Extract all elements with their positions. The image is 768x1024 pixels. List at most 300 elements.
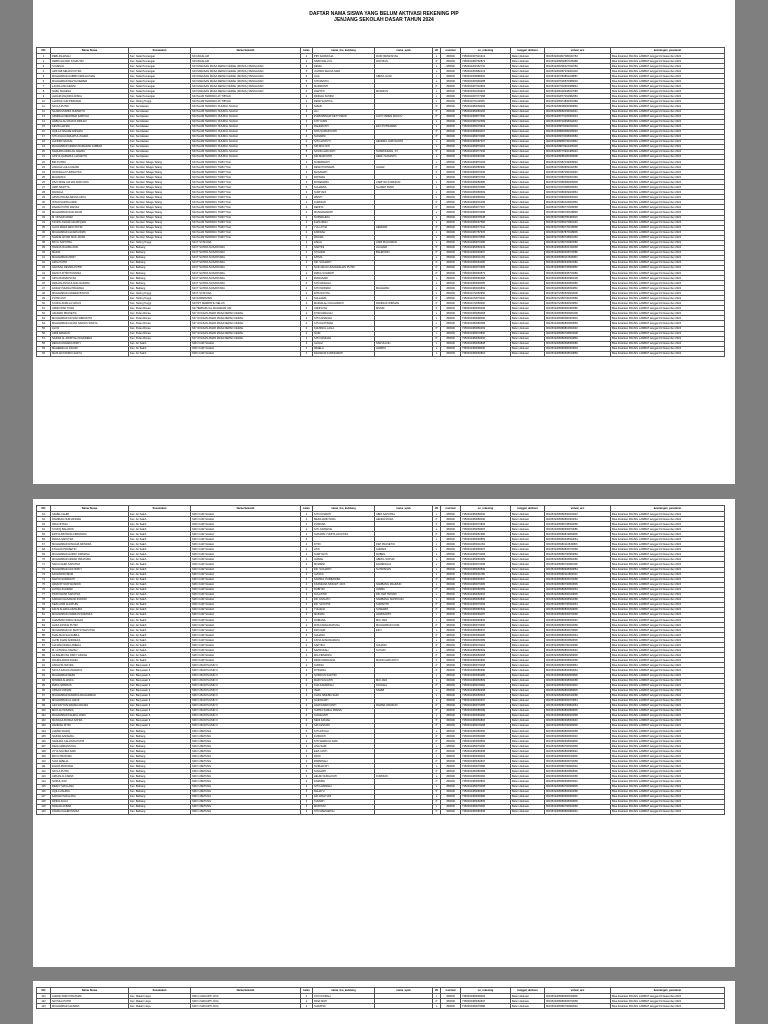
- cell-kelas: 3: [301, 119, 313, 124]
- cell-nama-sekolah: SDN 3 AIR SALEH: [191, 623, 301, 628]
- cell-virtual-acc: 9010519368380606970864: [545, 698, 611, 703]
- cell-kelas: 2: [301, 708, 313, 713]
- cell-nominal: 450000: [441, 572, 461, 577]
- cell-nama-ibu: YULI AYNA: [313, 225, 375, 230]
- cell-kelas: 4: [301, 572, 313, 577]
- cell-kelas: 4: [301, 653, 313, 658]
- cell-tanggal-aktivasi: Belum Aktivasi: [511, 698, 545, 703]
- cell-kecamatan: Kec. Selat Pemangan: [129, 74, 191, 79]
- cell-nama-siswa: AKHMAD PRASETIA: [51, 311, 129, 316]
- cell-kecamatan: Kec. Belitang: [129, 734, 191, 739]
- cell-no-rekening: 7350002380079086: [461, 764, 511, 769]
- cell-no: 2: [37, 59, 51, 64]
- column-header-nama-sekolah: Nama Sekolah: [191, 506, 301, 512]
- cell-kecamatan: Kec. Banyuasin II: [129, 708, 191, 713]
- cell-no-rekening: 7350002380078048: [461, 215, 511, 220]
- cell-kelas: 3: [301, 129, 313, 134]
- cell-keterangan: Bisa dicairkan PALING LAMBAT tanggal 31 Desember 2024: [611, 592, 725, 597]
- cell-nama-sekolah: SDN 1 BETUNG: [191, 764, 301, 769]
- cell-kelas: 3: [301, 799, 313, 804]
- cell-jk: P: [433, 114, 441, 119]
- cell-no-rekening: 7350002380083180: [461, 154, 511, 159]
- cell-nama-ayah: MUI JADI: [375, 617, 433, 622]
- cell-no: 49: [37, 296, 51, 301]
- cell-tanggal-aktivasi: Belum Aktivasi: [511, 311, 545, 316]
- cell-kecamatan: Kec. Air Saleh: [129, 572, 191, 577]
- document-title-block: [33, 0, 735, 47]
- cell-no: 77: [37, 592, 51, 597]
- cell-nominal: 450000: [441, 809, 461, 814]
- cell-virtual-acc: 9010519364847086044784: [545, 54, 611, 59]
- cell-kecamatan: Kec. Tebing Tinggi: [129, 301, 191, 306]
- cell-keterangan: Bisa dicairkan PALING LAMBAT tanggal 31 Desember 2024: [611, 159, 725, 164]
- cell-jk: P: [433, 759, 441, 764]
- cell-no: 104: [37, 729, 51, 734]
- cell-jk: L: [433, 346, 441, 351]
- cell-jk: P: [433, 250, 441, 255]
- cell-nama-sekolah: SD ISLAM TERPADU AT-TIBYAN: [191, 94, 301, 99]
- cell-kelas: 4: [301, 346, 313, 351]
- cell-no: 74: [37, 577, 51, 582]
- cell-nama-siswa: ARSYAB SELVIA PUTRA: [51, 69, 129, 74]
- cell-keterangan: Bisa dicairkan PALING LAMBAT tanggal 31 Desember 2024: [611, 713, 725, 718]
- document-subtitle: JENJANG SEKOLAH DASAR TAHUN 2024: [334, 17, 434, 23]
- cell-keterangan: Bisa dicairkan PALING LAMBAT tanggal 31 Desember 2024: [611, 749, 725, 754]
- cell-nama-siswa: FEBRI ALFIANI SYAPUTRI: [51, 59, 129, 64]
- cell-tanggal-aktivasi: Belum Aktivasi: [511, 799, 545, 804]
- cell-kelas: 4: [301, 658, 313, 663]
- cell-kecamatan: Kec. Belitang: [129, 809, 191, 814]
- cell-kecamatan: Kec. Air Saleh: [129, 532, 191, 537]
- cell-kelas: 2: [301, 999, 313, 1004]
- cell-kecamatan: Kec. Air Saleh: [129, 522, 191, 527]
- cell-nama-sekolah: SD IT SATRIA NUSANTARA: [191, 276, 301, 281]
- cell-kelas: 2: [301, 688, 313, 693]
- column-header-nama-ayah: nama_ayah: [375, 506, 433, 512]
- cell-jk: L: [433, 638, 441, 643]
- cell-nominal: 450000: [441, 210, 461, 215]
- cell-nama-siswa: HIDAYAT NUR WASIDIN: [51, 582, 129, 587]
- cell-keterangan: Bisa dicairkan PALING LAMBAT tanggal 31 Desember 2024: [611, 154, 725, 159]
- cell-nama-siswa: MAIS ADJI RIZKA SAKYA: [51, 351, 129, 356]
- cell-nama-ibu: IWAELA: [313, 346, 375, 351]
- cell-no: 113: [37, 774, 51, 779]
- cell-nominal: 450000: [441, 794, 461, 799]
- cell-nama-siswa: ARKAN AL FARIZI: [51, 774, 129, 779]
- cell-kecamatan: Kec. Air Saleh: [129, 638, 191, 643]
- cell-nama-sekolah: SDN 1 BETUNG: [191, 739, 301, 744]
- cell-nama-ayah: ANRIYAN KURNIASI: [375, 180, 433, 185]
- cell-keterangan: Bisa dicairkan PALING LAMBAT tanggal 31 Desember 2024: [611, 999, 725, 1004]
- cell-no: 11: [37, 104, 51, 109]
- cell-nama-siswa: MUHAMMAD REVYA DEWER: [51, 79, 129, 84]
- cell-keterangan: Bisa dicairkan PALING LAMBAT tanggal 31 Desember 2024: [611, 94, 725, 99]
- cell-nama-sekolah: SDN 3 AIR SALEH: [191, 532, 301, 537]
- cell-no-rekening: 7350002380079068: [461, 723, 511, 728]
- cell-nama-ibu: NIZAR: [313, 104, 375, 109]
- cell-kelas: 3: [301, 739, 313, 744]
- cell-tanggal-aktivasi: Belum Aktivasi: [511, 517, 545, 522]
- cell-keterangan: Bisa dicairkan PALING LAMBAT tanggal 31 Desember 2024: [611, 144, 725, 149]
- cell-nominal: 450000: [441, 316, 461, 321]
- cell-nama-ibu: RITA NOVITA: [313, 291, 375, 296]
- cell-tanggal-aktivasi: Belum Aktivasi: [511, 744, 545, 749]
- cell-virtual-acc: 9010519368380790860064: [545, 703, 611, 708]
- cell-tanggal-aktivasi: Belum Aktivasi: [511, 693, 545, 698]
- cell-no: 22: [37, 159, 51, 164]
- cell-no: 102: [37, 718, 51, 723]
- cell-kelas: 2: [301, 215, 313, 220]
- cell-no: 65: [37, 532, 51, 537]
- cell-virtual-acc: 9010519368380806070068: [545, 547, 611, 552]
- cell-nominal: 450000: [441, 195, 461, 200]
- cell-jk: P: [433, 587, 441, 592]
- cell-virtual-acc: 9010519368008060080860: [545, 104, 611, 109]
- cell-nama-ibu: RUBIANA: [313, 617, 375, 622]
- cell-kecamatan: Kec. Belitang: [129, 749, 191, 754]
- cell-nama-ibu: DEWA: [313, 64, 375, 69]
- cell-virtual-acc: 9010519368380608640869: [545, 351, 611, 356]
- column-header-nama-ayah: nama_ayah: [375, 48, 433, 54]
- cell-nama-ibu: PIPI SARIDOHA: [313, 54, 375, 59]
- cell-nama-siswa: AYYA NOVIRA SARI: [51, 749, 129, 754]
- cell-kecamatan: Kec. Sumber Sibagu Telang: [129, 159, 191, 164]
- cell-nominal: 450000: [441, 170, 461, 175]
- cell-keterangan: Bisa dicairkan PALING LAMBAT tanggal 31 Desember 2024: [611, 200, 725, 205]
- cell-kecamatan: Kec. Air Saleh: [129, 557, 191, 562]
- cell-tanggal-aktivasi: Belum Aktivasi: [511, 607, 545, 612]
- cell-no: 86: [37, 638, 51, 643]
- cell-nama-siswa: AZKA PUTRI: [51, 260, 129, 265]
- cell-keterangan: Bisa dicairkan PALING LAMBAT tanggal 31 Desember 2024: [611, 683, 725, 688]
- cell-nama-sekolah: SD IT SATRIA NUSANTARA: [191, 255, 301, 260]
- cell-nama-siswa: NAJWA MUMINI NUMANTO: [51, 109, 129, 114]
- cell-tanggal-aktivasi: Belum Aktivasi: [511, 114, 545, 119]
- cell-kecamatan: Kec. Air Saleh: [129, 658, 191, 663]
- cell-kecamatan: Kec. Sumber Sibagu Telang: [129, 195, 191, 200]
- cell-nama-siswa: ERSYA BINTANG FIRMANDA: [51, 532, 129, 537]
- cell-kecamatan: Kec. Air Saleh: [129, 653, 191, 658]
- cell-keterangan: Bisa dicairkan PALING LAMBAT tanggal 31 Desember 2024: [611, 149, 725, 154]
- cell-virtual-acc: 9010519368380790600068: [545, 804, 611, 809]
- cell-kelas: 2: [301, 250, 313, 255]
- column-header-nama-siswa: Nama Siswa: [51, 506, 129, 512]
- column-header-nama-sekolah: Nama Sekolah: [191, 48, 301, 54]
- cell-nama-ayah: SUTRISNAN: [375, 567, 433, 572]
- cell-nominal: 450000: [441, 744, 461, 749]
- cell-keterangan: Bisa dicairkan PALING LAMBAT tanggal 31 Desember 2024: [611, 759, 725, 764]
- cell-kecamatan: Kec. Sumber Sibagu Telang: [129, 210, 191, 215]
- cell-tanggal-aktivasi: Belum Aktivasi: [511, 789, 545, 794]
- cell-nama-sekolah: SDN 1 BANYUASIN II: [191, 688, 301, 693]
- cell-virtual-acc: 9010519370380164004860: [545, 200, 611, 205]
- cell-nominal: 450000: [441, 286, 461, 291]
- cell-kelas: 2: [301, 311, 313, 316]
- cell-kelas: 3: [301, 165, 313, 170]
- cell-kecamatan: Kec. Belitang: [129, 774, 191, 779]
- cell-nominal: 450000: [441, 658, 461, 663]
- cell-no: 106: [37, 739, 51, 744]
- cell-tanggal-aktivasi: Belum Aktivasi: [511, 124, 545, 129]
- cell-no-rekening: 7350002380068090: [461, 346, 511, 351]
- cell-jk: P: [433, 296, 441, 301]
- cell-kelas: 4: [301, 512, 313, 517]
- cell-tanggal-aktivasi: Belum Aktivasi: [511, 597, 545, 602]
- cell-no: 39: [37, 245, 51, 250]
- cell-tanggal-aktivasi: Belum Aktivasi: [511, 542, 545, 547]
- cell-kecamatan: Kec. Air Saleh: [129, 346, 191, 351]
- cell-kecamatan: Kec. Banyuasin II: [129, 673, 191, 678]
- cell-no-rekening: 7350002380080469: [461, 326, 511, 331]
- cell-no: 33: [37, 215, 51, 220]
- cell-no-rekening: 7350002380069060: [461, 336, 511, 341]
- cell-nama-sekolah: SDN 1 BANYUASIN II: [191, 718, 301, 723]
- cell-tanggal-aktivasi: Belum Aktivasi: [511, 673, 545, 678]
- cell-virtual-acc: 9010519368380790680406: [545, 562, 611, 567]
- cell-nama-ibu: ALIA: [313, 74, 375, 79]
- cell-no: 4: [37, 69, 51, 74]
- cell-kecamatan: Kec. Air Saleh: [129, 512, 191, 517]
- cell-nominal: 450000: [441, 567, 461, 572]
- cell-tanggal-aktivasi: Belum Aktivasi: [511, 260, 545, 265]
- cell-no: 109: [37, 754, 51, 759]
- cell-kecamatan: Kec. Banyuasin II: [129, 683, 191, 688]
- cell-tanggal-aktivasi: Belum Aktivasi: [511, 89, 545, 94]
- cell-tanggal-aktivasi: Belum Aktivasi: [511, 104, 545, 109]
- cell-jk: L: [433, 527, 441, 532]
- cell-kecamatan: Kec. Sumber Sibagu Telang: [129, 180, 191, 185]
- cell-virtual-acc: 9010519370380790648848: [545, 210, 611, 215]
- cell-kecamatan: Kec. Banyuasin II: [129, 688, 191, 693]
- cell-jk: P: [433, 663, 441, 668]
- cell-nominal: 450000: [441, 165, 461, 170]
- cell-virtual-acc: 9010519368380506430068: [545, 245, 611, 250]
- cell-no-rekening: 7350002380060869: [461, 537, 511, 542]
- cell-jk: L: [433, 64, 441, 69]
- cell-nominal: 450000: [441, 713, 461, 718]
- cell-jk: P: [433, 532, 441, 537]
- cell-nominal: 450000: [441, 633, 461, 638]
- cell-nama-sekolah: SDN 3 AIR SALEH: [191, 562, 301, 567]
- cell-kelas: 3: [301, 784, 313, 789]
- cell-keterangan: Bisa dicairkan PALING LAMBAT tanggal 31 Desember 2024: [611, 195, 725, 200]
- cell-virtual-acc: 9010519368380790600068: [545, 744, 611, 749]
- student-table-page-2: [36, 505, 725, 815]
- cell-nama-siswa: BRI PUTRA: [51, 159, 129, 164]
- cell-nama-sekolah: SDN 3 AIR SALEH: [191, 643, 301, 648]
- cell-nominal: 450000: [441, 139, 461, 144]
- column-header-jk: JK: [433, 988, 441, 994]
- cell-nominal: 450000: [441, 643, 461, 648]
- cell-tanggal-aktivasi: Belum Aktivasi: [511, 764, 545, 769]
- cell-virtual-acc: 9010519367032803088843: [545, 84, 611, 89]
- cell-jk: P: [433, 306, 441, 311]
- cell-tanggal-aktivasi: Belum Aktivasi: [511, 713, 545, 718]
- cell-nominal: 450000: [441, 104, 461, 109]
- cell-nama-siswa: FAIFAZ ISKANA PRADANA: [51, 286, 129, 291]
- cell-virtual-acc: 9010519368380630800680: [545, 260, 611, 265]
- cell-nominal: 450000: [441, 779, 461, 784]
- cell-kecamatan: Kec. Sumber Sibagu Telang: [129, 230, 191, 235]
- cell-no-rekening: 7350002380016495: [461, 200, 511, 205]
- cell-nama-siswa: DIVO MIKE ALFIAN ANRIYANS: [51, 180, 129, 185]
- cell-jk: L: [433, 582, 441, 587]
- cell-keterangan: Bisa dicairkan PALING LAMBAT tanggal 31 Desember 2024: [611, 739, 725, 744]
- cell-nama-ibu: SITI WARDAH SARI: [313, 739, 375, 744]
- cell-nama-siswa: PUTRI ASIY: [51, 296, 129, 301]
- cell-virtual-acc: 9010519368380800890064: [545, 587, 611, 592]
- cell-nama-siswa: SYAMSUL: [51, 64, 129, 69]
- cell-jk: L: [433, 139, 441, 144]
- cell-virtual-acc: 9010519368870090030404: [545, 124, 611, 129]
- cell-virtual-acc: 9010519370380708900460: [545, 235, 611, 240]
- cell-no: 72: [37, 567, 51, 572]
- cell-no: 87: [37, 643, 51, 648]
- cell-nama-siswa: DAMIRAH NURJAFRIAH: [51, 517, 129, 522]
- cell-kelas: 3: [301, 64, 313, 69]
- cell-nama-sekolah: SD TERPADU AL MUHARAM ILM: [191, 306, 301, 311]
- cell-nama-ayah: DWI PRASETIO: [375, 542, 433, 547]
- cell-tanggal-aktivasi: Belum Aktivasi: [511, 547, 545, 552]
- cell-nama-sekolah: SDN 1 BANYUASIN II: [191, 698, 301, 703]
- cell-keterangan: Bisa dicairkan PALING LAMBAT tanggal 31 Desember 2024: [611, 582, 725, 587]
- cell-virtual-acc: 9010519368380698080680: [545, 341, 611, 346]
- cell-virtual-acc: 9010519368380690800064: [545, 633, 611, 638]
- cell-no-rekening: 7350002380070890: [461, 331, 511, 336]
- cell-no: 51: [37, 306, 51, 311]
- cell-no-rekening: 7350002380870784: [461, 175, 511, 180]
- cell-nominal: 450000: [441, 119, 461, 124]
- cell-jk: L: [433, 351, 441, 356]
- cell-nama-sekolah: SDN 1 BETUNG: [191, 794, 301, 799]
- cell-no-rekening: 7350002389752873: [461, 59, 511, 64]
- cell-virtual-acc: 9010519368380796890866: [545, 265, 611, 270]
- cell-nama-ibu: MARDIANTI: [313, 84, 375, 89]
- cell-nama-sekolah: SD ISLAM TERPADU TILBIYYAH: [191, 175, 301, 180]
- cell-kecamatan: Kec. Sumber Sibagu Telang: [129, 225, 191, 230]
- cell-nama-sekolah: SD IT SYAFUNA: [191, 240, 301, 245]
- cell-no: 1: [37, 54, 51, 59]
- cell-nama-ibu: NENI ZAKIAH: [313, 718, 375, 723]
- cell-jk: L: [433, 286, 441, 291]
- cell-no: 6: [37, 79, 51, 84]
- cell-kelas: 4: [301, 592, 313, 597]
- cell-keterangan: Bisa dicairkan PALING LAMBAT tanggal 31 Desember 2024: [611, 311, 725, 316]
- cell-nama-sekolah: SD ISLAM TERPADU NUURUL NAJAH: [191, 139, 301, 144]
- cell-nama-ibu: RITA FADHLIDATUNA: [313, 623, 375, 628]
- cell-kelas: 4: [301, 623, 313, 628]
- cell-no-rekening: 7350002380060806: [461, 617, 511, 622]
- cell-virtual-acc: 9010519368380608060640: [545, 617, 611, 622]
- cell-no-rekening: 7350002380070890: [461, 235, 511, 240]
- cell-kecamatan: Kec. Semitawan: [129, 124, 191, 129]
- cell-kecamatan: Kec. Belitang: [129, 276, 191, 281]
- cell-kecamatan: Kec. Air Saleh: [129, 341, 191, 346]
- cell-nama-siswa: ARSAH FIZNAM: [51, 688, 129, 693]
- cell-kelas: 2: [301, 225, 313, 230]
- cell-keterangan: Bisa dicairkan PALING LAMBAT tanggal 31 Desember 2024: [611, 638, 725, 643]
- cell-nama-ibu: SITI YASIN: [313, 119, 375, 124]
- cell-nama-ibu: KHOLIMAH: [313, 220, 375, 225]
- cell-no: 118: [37, 799, 51, 804]
- cell-no: 3: [37, 64, 51, 69]
- cell-keterangan: Bisa dicairkan PALING LAMBAT tanggal 31 Desember 2024: [611, 89, 725, 94]
- cell-kelas: 4: [301, 542, 313, 547]
- cell-nama-sekolah: SDN 3 AIR SALEH: [191, 602, 301, 607]
- cell-jk: L: [433, 215, 441, 220]
- cell-no-rekening: 7350002380080066: [461, 195, 511, 200]
- cell-nama-ibu: RAHAYU: [313, 789, 375, 794]
- cell-kelas: 3: [301, 794, 313, 799]
- cell-virtual-acc: 9010519368380690600640: [545, 512, 611, 517]
- cell-kecamatan: Kec. Belitang: [129, 739, 191, 744]
- cell-virtual-acc: 9010519370380784000469: [545, 175, 611, 180]
- cell-nama-ayah: [375, 809, 433, 814]
- cell-no: 35: [37, 225, 51, 230]
- cell-tanggal-aktivasi: Belum Aktivasi: [511, 154, 545, 159]
- cell-nama-ibu: SRI MULYATI: [313, 144, 375, 149]
- cell-nama-ibu: KHA KAMARIAH: [313, 683, 375, 688]
- cell-virtual-acc: 9010519368380806900064: [545, 668, 611, 673]
- cell-jk: L: [433, 190, 441, 195]
- cell-virtual-acc: 9010519368380806980806: [545, 688, 611, 693]
- cell-nama-sekolah: SDN 3 AIR SALEH: [191, 592, 301, 597]
- cell-nama-siswa: MUHAMMAD ARMAN RAMADAN JABBAR: [51, 144, 129, 149]
- cell-nama-sekolah: SDN 3 AIR SALEH: [191, 582, 301, 587]
- cell-nama-ayah: SUMANTO: [375, 602, 433, 607]
- cell-jk: L: [433, 311, 441, 316]
- cell-kecamatan: Kec. Semitawan: [129, 134, 191, 139]
- column-header-kecamatan: Kecamatan: [129, 48, 191, 54]
- cell-keterangan: Bisa dicairkan PALING LAMBAT tanggal 31 Desember 2024: [611, 99, 725, 104]
- cell-tanggal-aktivasi: Belum Aktivasi: [511, 628, 545, 633]
- cell-tanggal-aktivasi: Belum Aktivasi: [511, 994, 545, 999]
- cell-keterangan: Bisa dicairkan PALING LAMBAT tanggal 31 Desember 2024: [611, 165, 725, 170]
- cell-virtual-acc: 9010519372380700860680: [545, 240, 611, 245]
- cell-keterangan: Bisa dicairkan PALING LAMBAT tanggal 31 Desember 2024: [611, 64, 725, 69]
- cell-nama-sekolah: SDN 1 BETUNG: [191, 789, 301, 794]
- cell-no: 43: [37, 265, 51, 270]
- cell-kelas: 5: [301, 74, 313, 79]
- cell-tanggal-aktivasi: Belum Aktivasi: [511, 94, 545, 99]
- cell-jk: L: [433, 744, 441, 749]
- cell-nama-ibu: KUSNIATI: [313, 734, 375, 739]
- cell-nominal: 450000: [441, 512, 461, 517]
- cell-nama-ibu: DEWI MARDIANA: [313, 658, 375, 663]
- cell-virtual-acc: 9010519368374866060489: [545, 99, 611, 104]
- cell-jk: L: [433, 331, 441, 336]
- cell-keterangan: Bisa dicairkan PALING LAMBAT tanggal 31 Desember 2024: [611, 547, 725, 552]
- cell-no-rekening: 7350002380870409: [461, 159, 511, 164]
- cell-nama-ayah: HARRIS: [375, 346, 433, 351]
- cell-nominal: 450000: [441, 774, 461, 779]
- cell-tanggal-aktivasi: Belum Aktivasi: [511, 809, 545, 814]
- cell-nama-siswa: ANGGIA LAILA UMAMI: [51, 165, 129, 170]
- cell-nominal: 450000: [441, 64, 461, 69]
- cell-virtual-acc: 9010519368380608900068: [545, 658, 611, 663]
- cell-nama-sekolah: SD ISLAM TERPADU TILBIYYAH: [191, 185, 301, 190]
- cell-nama-ibu: NUR AZIAH HUMAIDAHAN PUTRI: [313, 265, 375, 270]
- cell-jk: P: [433, 653, 441, 658]
- cell-kecamatan: Kec. Belitang: [129, 769, 191, 774]
- cell-kelas: 4: [301, 552, 313, 557]
- cell-no-rekening: 7350002380060697: [461, 698, 511, 703]
- cell-nama-ibu: ISMA: [313, 688, 375, 693]
- column-header-nominal: nominal: [441, 48, 461, 54]
- cell-nama-siswa: MUHAMMAD ARDAN PRIATAMA: [51, 557, 129, 562]
- cell-nominal: 450000: [441, 260, 461, 265]
- cell-keterangan: Bisa dicairkan PALING LAMBAT tanggal 31 Desember 2024: [611, 673, 725, 678]
